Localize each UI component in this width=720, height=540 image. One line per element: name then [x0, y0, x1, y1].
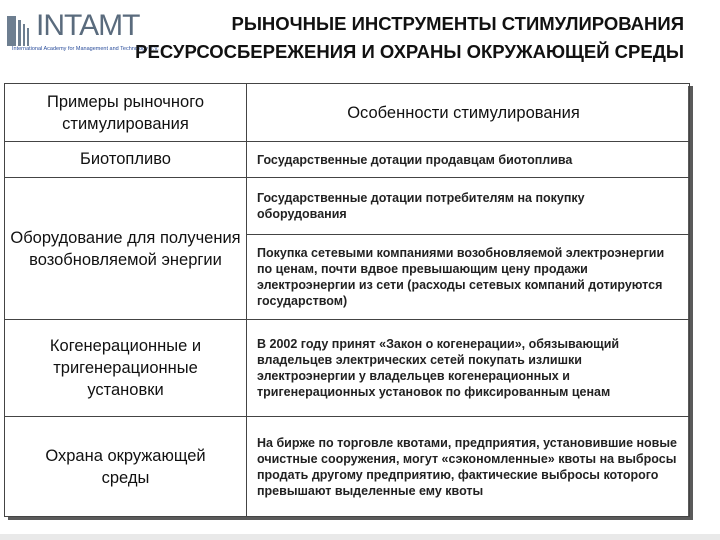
row-cogeneration-label: Когенерационные и тригенерационные установки	[49, 337, 202, 399]
row-divider-3	[5, 416, 689, 417]
page-title	[135, 10, 684, 66]
row-divider-header	[5, 141, 689, 142]
row-equipment-right-2	[246, 235, 689, 319]
row-environment-text: На бирже по торговле квотами, предприятия, установившие новые очистные сооружения, могут «сэкономленные» квоты на выбросы продать другому предприятию, фактические выбросы которого превышают выделенные ему квоты	[257, 435, 677, 498]
row-biofuel-label: Биотопливо	[80, 150, 171, 168]
header-left-cell	[5, 84, 246, 141]
row-environment-label: Охрана окружающей среды	[45, 446, 206, 487]
logo-tagline: International Academy for Management and Technology e.V.	[12, 46, 159, 52]
row-cogeneration-text: В 2002 году принят «Закон о когенерации», обязывающий владельцев электрических сетей покупать излишки электроэнергии у владельцев когенерационных и тригенерационных установок по фиксированным ценам	[257, 337, 620, 399]
row-divider-2a	[246, 234, 689, 235]
row-equipment-label: Оборудование для получения возобновляемой энергии	[10, 228, 241, 269]
row-biofuel-left	[5, 142, 246, 177]
row-cogeneration-left	[5, 320, 246, 416]
column-divider	[246, 84, 247, 516]
header-left-label: Примеры рыночного стимулирования	[46, 92, 205, 133]
row-divider-1	[5, 177, 689, 178]
row-equipment-right-1	[246, 178, 689, 234]
title-line-2: РЕСУРСОСБЕРЕЖЕНИЯ И ОХРАНЫ ОКРУЖАЮЩЕЙ СРЕДЫ	[135, 41, 684, 62]
stimulus-table	[4, 83, 690, 517]
logo-bars-icon	[6, 10, 36, 48]
row-environment-right	[246, 417, 689, 516]
row-divider-2	[5, 319, 689, 320]
row-biofuel-text: Государственные дотации продавцам биотоплива	[257, 152, 573, 167]
header-right-cell	[246, 84, 689, 141]
row-environment-left	[5, 417, 246, 516]
row-cogeneration-right	[246, 320, 689, 416]
logo-wordmark: INTAMT	[36, 9, 140, 42]
slide-footer-strip	[0, 534, 720, 540]
row-biofuel-right	[246, 142, 689, 177]
header-right-label: Особенности стимулирования	[347, 103, 580, 122]
row-equipment-left	[5, 178, 246, 319]
title-line-1: РЫНОЧНЫЕ ИНСТРУМЕНТЫ СТИМУЛИРОВАНИЯ	[231, 13, 684, 34]
row-equipment-text-2: Покупка сетевыми компаниями возобновляемой электроэнергии по ценам, почти вдвое превышающим цену продажи электроэнергии из сети (расходы сетевых компаний дотируются государством)	[257, 246, 665, 308]
row-equipment-text-1: Государственные дотации потребителям на покупку оборудования	[257, 191, 585, 221]
